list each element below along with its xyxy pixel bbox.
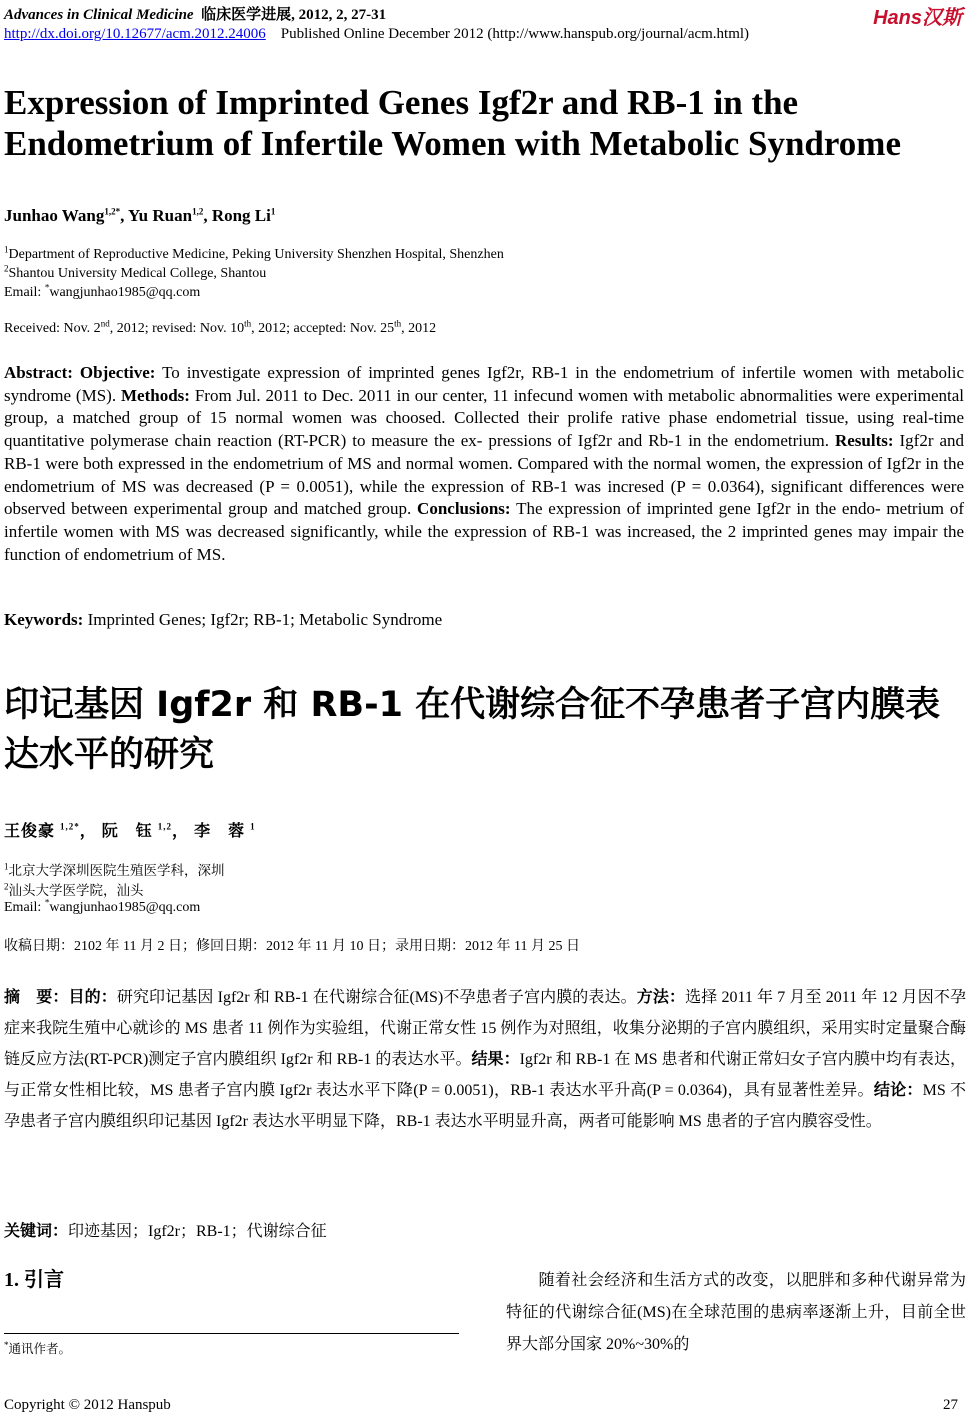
revised-text: , 2012; revised: Nov. 10 — [109, 321, 245, 336]
email-en — [4, 282, 201, 301]
aff-sup: 1 — [4, 244, 9, 255]
received-text: Received: Nov. 2 — [4, 321, 101, 336]
section-title: 1. 引言 — [4, 1269, 64, 1291]
results-text: Igf2r and RB-1 were both expressed in the endometrium of MS and normal women. Compared with the normal women, the expression of Igf2r in the endometrium of MS was decreased (P = 0.0051), while the expression of RB-1 was incresed (P = 0.0364), significant differences were observed between experimental group and matched group. — [4, 431, 965, 519]
doi-link[interactable]: http://dx.doi.org/10.12677/acm.2012.24006 — [4, 26, 266, 42]
objective-text-cn: 研究印记基因 Igf2r 和 RB-1 在代谢综合征(MS)不孕患者子宫内膜的表达。 — [116, 989, 637, 1006]
doi-line — [4, 26, 749, 43]
methods-text-cn: 选择 2011 年 7 月至 2011 年 12 月因不孕症来我院生殖中心就诊的 MS 患者 11 例作为实验组，代谢正常女性 15 例作为对照组，收集分泌期的子宫内膜组织，采用实时定量聚合酶链反应方法(RT-PCR)测定子宫内膜组织 Igf2r 和 RB-1 的表达水平。 — [4, 989, 966, 1068]
methods-label: Methods: — [120, 385, 190, 405]
authors-cn — [4, 818, 256, 841]
footnote — [4, 1339, 71, 1357]
abstract-label-cn: 摘 要： — [4, 989, 69, 1006]
keywords-label-cn: 关键词： — [4, 1223, 69, 1240]
received-en — [4, 318, 437, 337]
affiliation-cn — [4, 879, 144, 899]
author-sup: 1 — [270, 206, 276, 217]
intro-text: 随着社会经济和生活方式的改变，以肥胖和多种代谢异常为特征的代谢综合征(MS)在全球范围的患病率逐渐上升，目前全世界大部分国家 20%~30%的 — [506, 1272, 966, 1353]
published-info: Published Online December 2012 (http://www.hanspub.org/journal/acm.html) — [280, 26, 750, 42]
methods-label-cn: 方法： — [636, 989, 686, 1006]
author-name-cn: 王俊豪 — [4, 823, 56, 840]
conclusions-label: Conclusions: — [417, 499, 511, 519]
aff-sup-cn: 1 — [4, 861, 9, 872]
affiliation-cn — [4, 859, 225, 879]
footnote-rule — [4, 1333, 459, 1334]
author-sep-cn: ， — [172, 823, 195, 840]
author-sup: 1,2* — [104, 206, 121, 217]
objective-label-cn: 目的： — [68, 989, 117, 1006]
author-name: Rong Li — [211, 206, 271, 225]
methods-text: From Jul. 2011 to Dec. 2011 in our center, 11 infecund women with metabolic abnormalities were experimental group, a matched group of 15 normal women was choosed. Collected their prolife rative phase endometrial tissue, using real-time quantitative polymerase chain reaction (RT-PCR) to measure the ex- pressions of Igf2r and Rb-1 in the endometrium. — [4, 385, 964, 451]
keywords-en — [4, 610, 442, 630]
author-sup-cn: 1 — [250, 821, 256, 832]
author-name-cn: 阮 钰 — [101, 823, 153, 840]
received-sup: nd — [100, 318, 110, 329]
abstract-label: Abstract: — [4, 363, 73, 382]
conclusions-text: The expression of imprinted gene Igf2r in the endo- metrium of infertile women with MS was decreased significantly, while the expression of RB-1 was increased, the 2 imprinted genes may impair the function of endometrium of MS. — [4, 499, 964, 564]
authors-en — [4, 206, 275, 226]
intro-paragraph — [506, 1265, 966, 1361]
footnote-sup: * — [4, 1339, 9, 1350]
year-text: , 2012 — [401, 321, 437, 336]
author-sep: , — [203, 206, 212, 225]
results-label-cn: 结果： — [471, 1051, 520, 1068]
author-sup-cn: 1,2 — [157, 821, 173, 832]
aff-sup-cn: 2 — [4, 881, 9, 892]
author-sep-cn: ， — [79, 823, 102, 840]
journal-name: Advances in Clinical Medicine — [4, 7, 194, 23]
journal-citation: 临床医学进展, 2012, 2, 27-31 — [201, 7, 387, 23]
copyright: Copyright © 2012 Hanspub — [4, 1397, 171, 1413]
author-name-cn: 李 蓉 — [194, 823, 246, 840]
objective-text: To investigate expression of imprinted genes Igf2r, RB-1 in the endometrium of infertile women with metabolic syndrome (MS). — [4, 363, 965, 405]
author-name: Junhao Wang — [4, 206, 105, 225]
page-number: 27 — [943, 1397, 958, 1413]
author-sep: , — [120, 206, 128, 225]
abstract-en — [4, 362, 964, 566]
aff-text: Department of Reproductive Medicine, Peking University Shenzhen Hospital, Shenzhen — [8, 247, 504, 262]
aff-text-cn: 北京大学深圳医院生殖医学科，深圳 — [8, 863, 225, 878]
title-en: Expression of Imprinted Genes Igf2r and RB-1 in the Endometrium of Infertile Women with Metabolic Syndrome — [4, 83, 901, 163]
journal-header — [4, 3, 386, 24]
objective-label: Objective: — [79, 363, 156, 382]
footnote-text: 通讯作者。 — [8, 1342, 72, 1356]
author-sup: 1,2 — [192, 206, 204, 217]
keywords-text: Imprinted Genes; Igf2r; RB-1; Metabolic Syndrome — [87, 610, 443, 629]
aff-sup: 2 — [4, 263, 9, 274]
email-address[interactable]: wangjunhao1985@qq.com — [49, 900, 201, 915]
results-label: Results: — [834, 431, 894, 451]
keywords-text-cn: 印迹基因；Igf2r；RB-1；代谢综合征 — [68, 1223, 327, 1240]
email-address[interactable]: wangjunhao1985@qq.com — [49, 285, 201, 300]
aff-text-cn: 汕头大学医学院，汕头 — [8, 883, 144, 898]
aff-text: Shantou University Medical College, Shantou — [8, 266, 267, 281]
conclusions-text-cn: MS 不孕患者子宫内膜组织印记基因 Igf2r 表达水平明显下降，RB-1 表达水平明显升高，两者可能影响 MS 患者的子宫内膜容受性。 — [4, 1082, 966, 1130]
keywords-label: Keywords: — [4, 610, 84, 629]
publisher-logo: Hans汉斯 — [873, 7, 962, 29]
email-cn — [4, 897, 201, 916]
results-text-cn: Igf2r 和 RB-1 在 MS 患者和代谢正常妇女子宫内膜中均有表达，与正常女性相比较，MS 患者子宫内膜 Igf2r 表达水平下降(P = 0.0051)，RB-1 表达水平升高(P = 0.0364)，具有显著性差异。 — [4, 1051, 966, 1099]
author-name: Yu Ruan — [127, 206, 193, 225]
abstract-cn — [4, 982, 966, 1137]
accepted-text: , 2012; accepted: Nov. 25 — [251, 321, 395, 336]
author-sup-cn: 1,2* — [60, 821, 80, 832]
email-sup: * — [44, 282, 50, 293]
affiliation-en — [4, 244, 504, 263]
email-label: Email: — [4, 900, 45, 915]
affiliation-en — [4, 263, 267, 282]
email-sup: * — [44, 897, 50, 908]
keywords-cn — [4, 1218, 327, 1241]
revised-sup: th — [244, 318, 252, 329]
title-cn: 印记基因 Igf2r 和 RB-1 在代谢综合征不孕患者子宫内膜表达水平的研究 — [4, 685, 941, 775]
email-label: Email: — [4, 285, 45, 300]
conclusions-label-cn: 结论： — [873, 1082, 923, 1099]
received-cn: 收稿日期：2102 年 11 月 2 日；修回日期：2012 年 11 月 10 日；录用日期：2012 年 11 月 25 日 — [4, 939, 580, 954]
accepted-sup: th — [394, 318, 402, 329]
